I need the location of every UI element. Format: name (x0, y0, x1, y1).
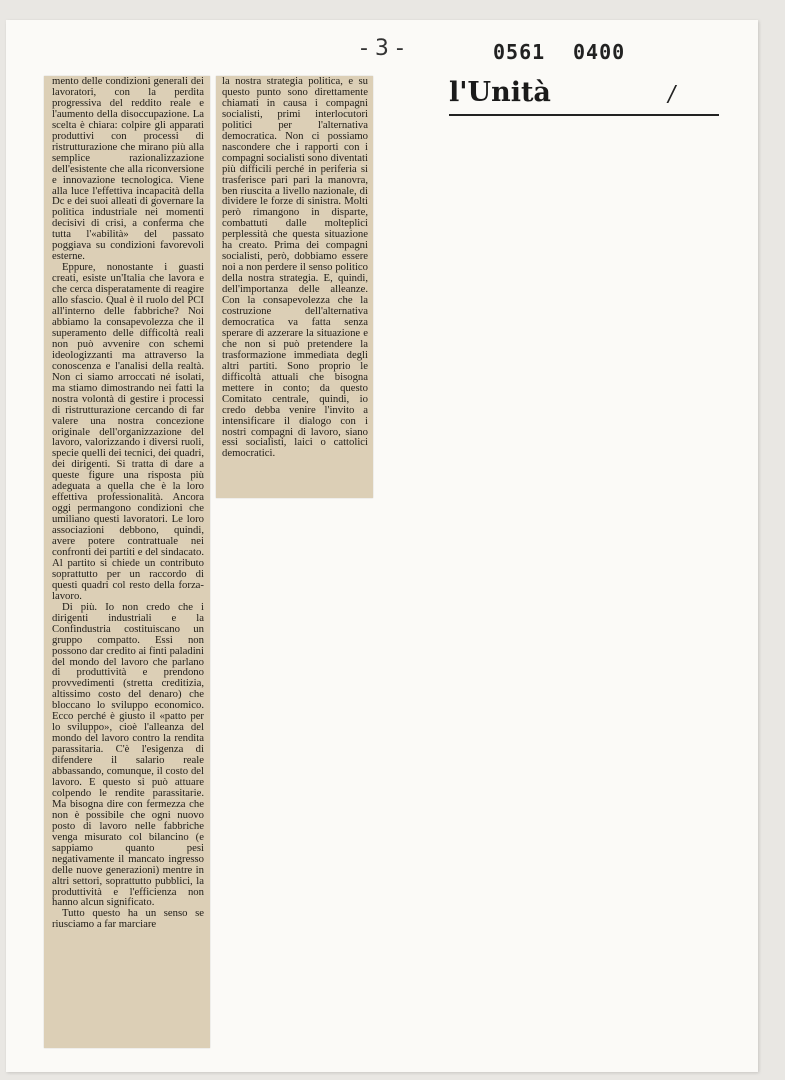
archive-code-2: 0400 (573, 40, 626, 64)
newspaper-masthead (449, 77, 719, 116)
newspaper-name: l'Unità (449, 77, 551, 108)
article-column-1 (44, 76, 210, 930)
archive-code-1: 0561 (493, 40, 546, 64)
article-column-2 (216, 76, 373, 459)
article-paragraph: mento delle condizioni generali dei lavoratori, con la perdita progressiva del reddito reale e l'aumento della disoccupazione. La scelta è chiara: colpire gli apparati produttivi con processi di ristrutturazione che mirano più alla semplice razionalizzazione dell'esistente che alla riconversione e innovazione tecnologica. Viene alla luce l'effettiva incapacità della Dc e dei suoi alleati di governare la politica industriale nei momenti decisivi di crisi, a conferma che tutta l'«abilità» del passato poggiava su condizioni favorevoli esterne. (52, 75, 204, 263)
page-number: - 3 - (360, 36, 404, 61)
newspaper-clipping-column-1 (44, 76, 210, 1048)
article-paragraph: la nostra strategia politica, e su questo punto sono direttamente chiamati in causa i compagni socialisti, primi interlocutori politici per l'alternativa democratica. Non ci possiamo nascondere che i rapporti con i compagni socialisti sono diventati più difficili perché in periferia si trasferisce pari pari la manovra, ben riuscita a livello nazionale, di dividere le forze di sinistra. Molti però rimangono in disparte, combattuti dalle molteplici perplessità che questa situazione ha creato. Prima dei compagni socialisti, però, dobbiamo essere noi a non perdere il senso politico della nostra strategia. E, quindi, dell'importanza delle alleanze. Con la consapevolezza che la costruzione dell'alternativa democratica va fatta senza sperare di azzerare la situazione e che non si può pretendere la trasformazione immediata degli altri partiti. Sono proprio le difficoltà attuali che bisogna mettere in conto; da questo Comitato centrale, quindi, io credo debba venire l'invito a intensificare il dialogo con i nostri compagni di lavoro, siano essi socialisti, laici o cattolici democratici. (222, 75, 368, 460)
newspaper-clipping-column-2 (216, 76, 373, 498)
margin-mark: / (665, 82, 678, 107)
article-paragraph: Di più. Io non credo che i dirigenti industriali e la Confindustria costituiscano un gruppo compatto. Essi non possono dar credito ai finti paladini del mondo del lavoro che parlano di produttività e prendono provvedimenti (stretta creditizia, altissimo costo del denaro) che bloccano lo sviluppo economico. Ecco perché è giusto il «patto per lo sviluppo», cioè l'alleanza del mondo del lavoro contro la rendita parassitaria. C'è l'esigenza di difendere il salario reale abbassando, comunque, il costo del lavoro. E questo si può attuare colpendo le rendite parassitarie. Ma bisogna dire con fermezza che non è possibile che ogni nuovo posto di lavoro nelle fabbriche venga misurato col bilancino (e sappiamo quanto pesi negativamente il mancato ingresso delle nuove generazioni) mentre in altri settori, soprattutto pubblici, la produttività e l'efficienza non hanno alcun significato. (52, 600, 204, 909)
article-paragraph: Eppure, nonostante i guasti creati, esiste un'Italia che lavora e che cerca disperatamente di reagire allo sfascio. Qual è il ruolo del PCI all'interno delle fabbriche? Noi abbiamo la consapevolezza che il superamento delle difficoltà reali non può avvenire con schemi ideologizzanti ma attraverso la conoscenza e l'analisi della realtà. Non ci siamo arroccati né isolati, ma stiamo dimostrando nei fatti la nostra volontà di gestire i processi di ristrutturazione cercando di far valere una nostra concezione originale dell'organizzazione del lavoro, valorizzando i diversi ruoli, specie quelli dei tecnici, dei quadri, dei dirigenti. Si tratta di dare a queste figure una risposta più adeguata a quella che è la loro effettiva professionalità. Ancora oggi permangono condizioni che umiliano questi lavoratori. Le loro associazioni debbono, quindi, avere potere contrattuale nei confronti dei partiti e del sindacato. Al partito si chiede un contributo soprattutto per un raccordo di questi quadri col resto della forza-lavoro. (52, 261, 204, 602)
article-paragraph: Tutto questo ha un senso se riusciamo a far marciare (52, 907, 204, 931)
